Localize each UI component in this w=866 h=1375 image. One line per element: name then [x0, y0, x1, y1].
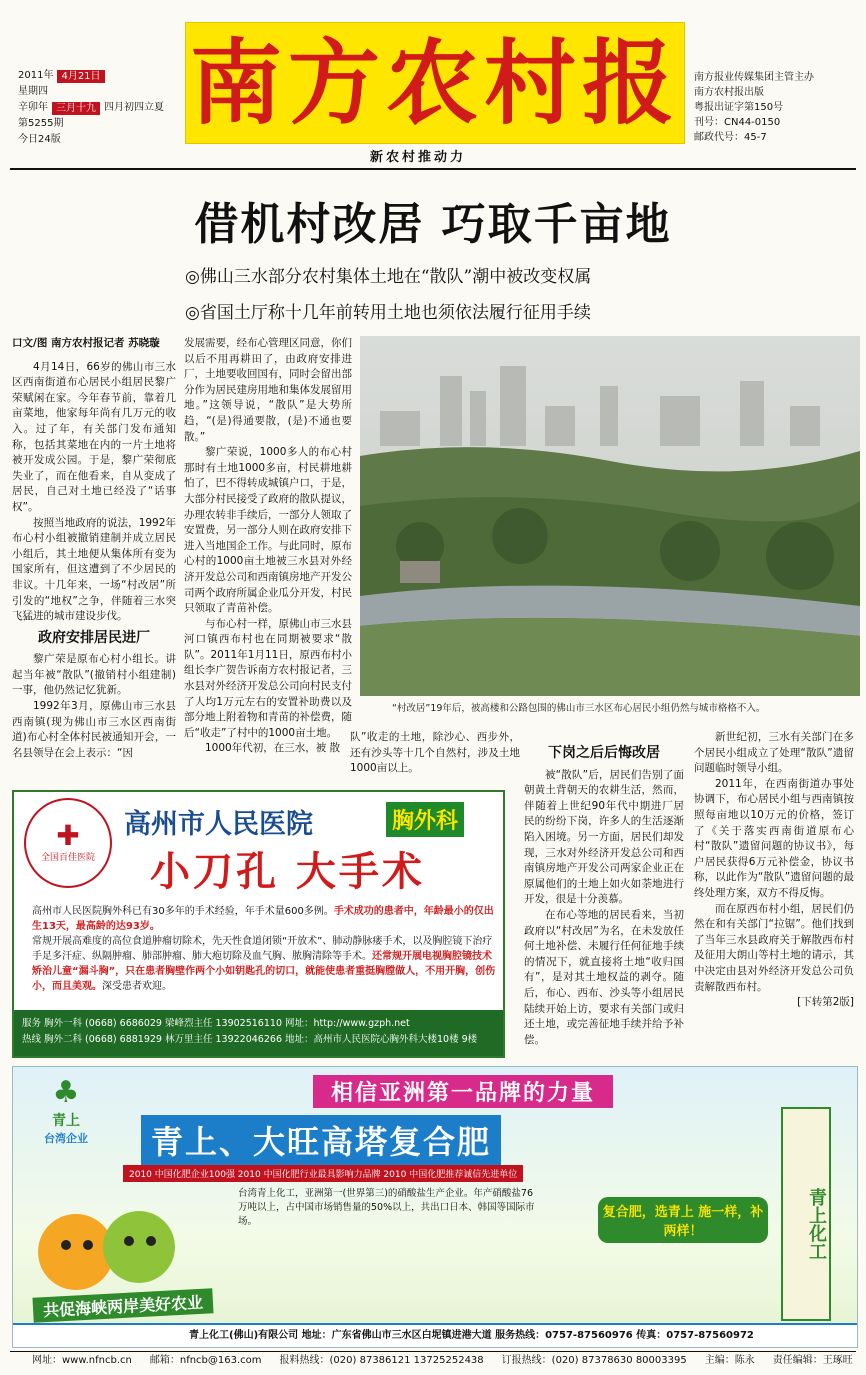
paragraph: 新世纪初，三水有关部门在多个居民小组成立了处理“散队”遗留问题临时领导小组。	[694, 731, 854, 775]
paragraph: 黎广荣是原布心村小组长。讲起当年被“散队”(撤销村小组建制)一事，他仍然记忆犹新。	[12, 653, 176, 697]
ad-footer: 青上化工(佛山)有限公司 地址：广东省佛山市三水区白坭镇进港大道 服务热线：0757-87560976 传真：0757-87560972	[13, 1323, 858, 1348]
paragraph: 按照当地政府的说法，1992年布心村小组被撤销建制并成立居民小组后，其土地便从集体所有变为国家所有，但这遭到了不少居民的非议。十几年来，一场“村改居”所引发的“地权”之争，伴随着三水突飞猛进的城市建设步伐。	[12, 516, 176, 623]
footer-email: 邮箱：nfncb@163.com	[149, 1355, 262, 1366]
company-intro: 台湾青上化工，亚洲第一(世界第三)的硝酸盐生产企业。年产硝酸盐76万吨以上，占中国市场销售量的50%以上，共出口日本、韩国等国际市场。	[238, 1188, 535, 1227]
page-count: 今日24版	[18, 134, 61, 145]
paragraph: 在布心等地的居民看来，当初政府以“村改居”为名，在未发放任何土地补偿、未履行任何征地手续的情况下，就直接将土地“收归国有”，是对其土地权益的剥夺。随后，布心、西布、沙头等小组居民陆续开始上访，要求有关部门或归还土地，或完善征地手续并给予补偿。	[524, 908, 684, 1046]
footer-news-hotline: 报料热线：(020) 87386121 13725252438	[279, 1355, 484, 1366]
hospital-badge	[24, 798, 112, 888]
paragraph: 2011年，在西南街道办事处协调下，布心居民小组与西南镇按照每亩地以10万元的价格，签订了《关于落实西南街道原布心村“散队”遗留问题的协议书》，每户居民获得6万元补偿金，协议书称，以此作为“散队”遗留问题的最终处理方案，双方不得反悔。	[694, 777, 854, 899]
department-label: 胸外科	[386, 802, 464, 837]
masthead-slogan: 新农村推动力	[370, 150, 467, 165]
ad-slogan: 相信亚洲第一品牌的力量	[313, 1075, 613, 1108]
red-cross-icon: ✚	[56, 819, 80, 852]
paragraph: 1000年代初，在三水，被 散	[205, 742, 341, 755]
mascot-oranges	[31, 1197, 181, 1297]
paragraph: 4月14日，66岁的佛山市三水区西南街道布心居民小组居民黎广荣赋闲在家。今年春节前，靠着几亩菜地，他家每年尚有几万元的收入。过了年，有关部门发布通知称，包括其菜地在内的一片土地将被开发成公园。于是，黎广荣彻底失业了，而在他看来，自从变成了居民，自己对土地已经没了“话事权”。	[12, 360, 176, 513]
article-photo	[360, 336, 860, 696]
date-year: 2011年	[18, 70, 54, 81]
leaf-icon: ♣	[52, 1075, 80, 1110]
publisher: 南方报业传媒集团主管主办	[694, 72, 814, 83]
hospital-name: 高州市人民医院	[124, 809, 313, 840]
byline: 口文/图 南方农村报记者 苏晓璇	[12, 337, 160, 349]
paragraph: 被“散队”后，居民们告别了面朝黄土背朝天的农耕生活，然而，伴随着上世纪90年代中期进厂居民的纷纷下岗，许多人的生活逐渐陷入困境。另一方面，居民们却发现，三水对外经济开发总公司和西南镇房地产开发公司两家企业正在原属他们的土地上如火如荼地进行开发，很是十分羡慕。	[524, 768, 684, 906]
brand-name: 青上	[52, 1113, 80, 1129]
photo-caption: “村改居”19年后，被高楼和公路包围的佛山市三水区布心居民小组仍然与城市格格不入。	[392, 703, 766, 714]
article-column-1	[12, 336, 176, 761]
license: 粤报出证字第150号	[694, 102, 784, 113]
newspaper-logo	[185, 22, 685, 144]
article-column-2	[184, 336, 352, 757]
hospital-advertisement	[12, 790, 505, 1058]
paragraph: 发展需要，经布心管理区同意，你们以后不用再耕田了，由政府安排进厂，土地要收回国有，同时会留出部分作为居民建房用地和集体发展留用地。”这领导说，“散队”是大势所趋，“(是)得通要散，(是)不通也要散。”	[184, 337, 352, 443]
footer-duty-editor: 责任编辑：王琢旺	[772, 1355, 853, 1366]
body-text: 常规开展高难度的高位食道肿瘤切除术，先天性食道闭锁“开放术”、肺动静脉瘘手术，以及胸腔镜下治疗手足多汗症、纵隔肿瘤、肺部肿瘤、肺大疱切除及血气胸、脓胸清除等手术。	[32, 936, 493, 962]
ad-strap: 共促海峡两岸美好农业	[32, 1288, 213, 1322]
headline: 借机村改居 巧取千亩地	[194, 199, 672, 250]
subhead-2: ◎省国土厅称十几年前转用土地也须依法履行征用手续	[185, 303, 591, 323]
page-footer	[10, 1351, 856, 1369]
hospital-contact	[14, 1010, 503, 1056]
section-heading: 下岗之后后悔改居	[548, 745, 660, 761]
body-text: 深受患者欢迎。	[102, 981, 172, 992]
masthead-publisher	[694, 70, 864, 145]
paragraph: 队”收走的土地，除沙心、西步外，还有沙头等十几个自然村，涉及土地1000亩以上。	[350, 731, 520, 775]
article-column-3	[524, 740, 684, 1048]
ad-bubble: 复合肥，选青上 施一样，补两样！	[598, 1197, 768, 1243]
cn-number: 刊号：CN44-0150	[694, 117, 781, 128]
publisher2: 南方农村报出版	[694, 87, 764, 98]
masthead-dateblock	[18, 68, 183, 148]
continued-note: [下转第2版]	[797, 996, 854, 1009]
paragraph: 黎广荣说，1000多人的布心村那时有土地1000多亩，村民耕地耕怕了，巴不得转成城镇户口，于是，大部分村民接受了政府的散队提议，办理农转非手续后，一部分人领取了安置费，另一部分人则在政府安排下进入当地国企工作。与此同时，原布心村的1000亩土地被三水县对外经济开发总公司和西南镇房地产开发公司两个政府所属企业瓜分开发，村民只领取了青苗补偿。	[184, 446, 352, 615]
contact-line: 热线 胸外二科 (0668) 6881929 林万里主任 13922046266 地址：高州市人民医院心胸外科大楼10楼 9楼	[22, 1034, 478, 1045]
body-highlight: 还常规开展电视胸腔镜技术矫治儿童“漏斗胸”，只在患者胸壁作两个小如钥匙孔的切口，就能使患者重挺胸膛做人，不用开胸，创伤小，而且美观。	[32, 951, 496, 992]
solar-term: 四月初四立夏	[104, 102, 164, 113]
fertilizer-advertisement	[12, 1066, 858, 1348]
section-heading: 政府安排居民进厂	[38, 629, 150, 646]
issue-number: 第5255期	[18, 118, 64, 129]
paragraph: 与布心村一样，原佛山市三水县河口镇西布村也在同期被要求“散队”。2011年1月11日，原西布村小组长李广贺告诉南方农村报记者，三水县对外经济开发总公司向村民支付了人均1万元左右的安置补助费以及部分地上附着物和青苗的补偿费，随后“收走”了村中的1000亩土地。	[184, 617, 352, 739]
date-md: 4月21日	[57, 70, 104, 83]
body-text: 高州市人民医院胸外科已有30多年的手术经验，年手术量600多例。	[32, 906, 334, 917]
awards-strip: 2010 中国化肥企业100强 2010 中国化肥行业最具影响力品牌 2010 中国化肥推荐诚信先进单位	[123, 1165, 523, 1182]
badge-text: 全国百佳医院	[40, 853, 95, 863]
product-name: 青上、大旺高塔复合肥	[141, 1115, 501, 1165]
tower-label: 青上化工	[781, 1107, 831, 1321]
body-highlight: 手术成功的患者中，年龄最小的仅出生13天，最高龄的达93岁。	[32, 906, 494, 932]
brand-logo	[21, 1075, 111, 1146]
hospital-slogan: 小刀孔 大手术	[150, 848, 425, 895]
article-column-4	[694, 730, 854, 1011]
weekday: 星期四	[18, 86, 48, 97]
article-column-2-tail	[350, 730, 520, 777]
hospital-body	[32, 904, 497, 994]
brand-tag: 台湾企业	[44, 1132, 88, 1145]
footer-editor: 主编：陈永	[704, 1355, 755, 1366]
footer-subscription-hotline: 订报热线：(020) 87378630 80003395	[501, 1355, 687, 1366]
postal-code: 邮政代号：45-7	[694, 132, 767, 143]
logo-text: 南方农村报	[189, 29, 680, 137]
lunar-year: 辛卯年	[18, 102, 48, 113]
paragraph: 1992年3月，原佛山市三水县西南镇(现为佛山市三水区西南街道)布心村全体村民被通知开会，一名县领导在会上表示：“因	[12, 700, 176, 759]
lunar-md: 三月十九	[52, 102, 100, 115]
paragraph: 而在原西布村小组，居民们仍然在和有关部门“拉锯”。他们找到了当年三水县政府关于解散西布村及征用大朗山等村土地的请示，其中决定由县对外经济开发总公司负责解散西布村。	[694, 902, 854, 993]
contact-line: 服务 胸外一科 (0668) 6686029 梁峰烈主任 13902516110 网址：http://www.gzph.net	[22, 1018, 410, 1029]
masthead-rule	[10, 168, 856, 170]
subhead-1: ◎佛山三水部分农村集体土地在“散队”潮中被改变权属	[185, 267, 592, 287]
footer-website: 网址：www.nfncb.cn	[32, 1355, 132, 1366]
